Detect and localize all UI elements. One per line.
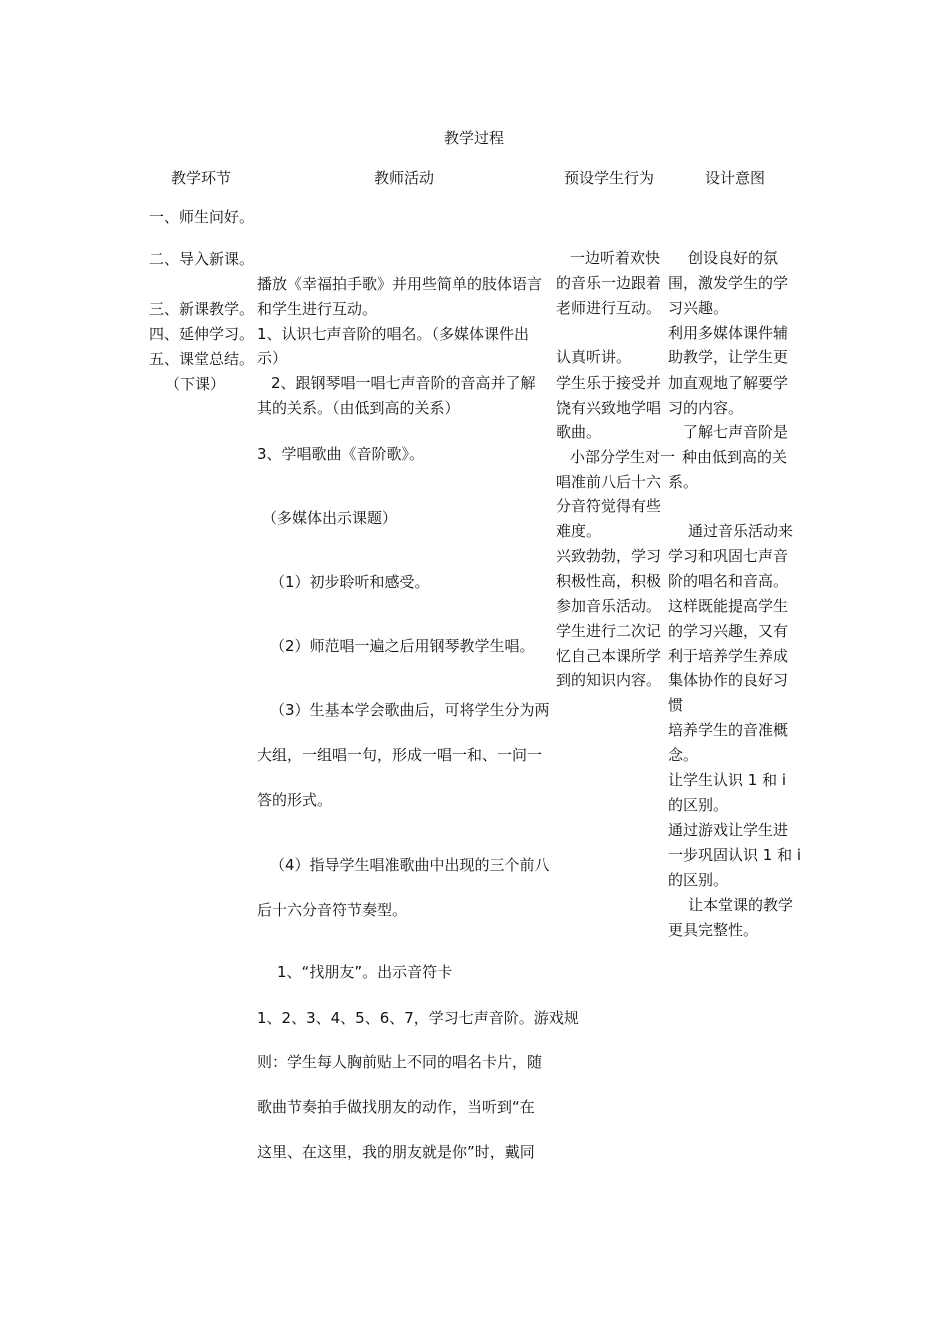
student-line: 学生乐于接受并 (556, 374, 662, 392)
intent-line: 了解七声音阶是 (683, 423, 789, 441)
intent-line: 的区别。 (668, 871, 729, 889)
intent-line: 学习和巩固七声音 (668, 547, 789, 565)
teacher-line: （1）初步聆听和感受。 (270, 573, 430, 591)
student-line: 到的知识内容。 (556, 671, 662, 689)
student-line: 认真听讲。 (556, 348, 632, 366)
intent-line: 习的内容。 (668, 399, 744, 417)
intent-line: 系。 (668, 473, 699, 491)
stage-item: 五、课堂总结。 (149, 350, 255, 368)
intent-line: 更具完整性。 (668, 921, 759, 939)
intent-line: 的区别。 (668, 796, 729, 814)
student-line: 老师进行互动。 (556, 299, 662, 317)
intent-line: 一步巩固认识 1 和 i (668, 846, 802, 864)
teacher-line: 后十六分音符节奏型。 (257, 901, 408, 919)
intent-line: 利用多媒体课件辅 (668, 324, 789, 342)
intent-line: 利于培养学生养成 (668, 647, 789, 665)
header-teacher: 教师活动 (374, 169, 435, 187)
teacher-line: 这里、在这里，我的朋友就是你”时，戴同 (257, 1143, 535, 1161)
stage-item: 二、导入新课。 (149, 250, 255, 268)
intent-line: 围，激发学生的学 (668, 274, 789, 292)
intent-line: 集体协作的良好习 (668, 671, 789, 689)
intent-line: 的学习兴趣，又有 (668, 622, 789, 640)
student-line: 的音乐一边跟着 (556, 274, 662, 292)
student-line: 兴致勃勃，学习 (556, 547, 662, 565)
stage-item: （下课） (165, 375, 226, 393)
teacher-line: （2）师范唱一遍之后用钢琴教学生唱。 (270, 637, 535, 655)
header-student: 预设学生行为 (564, 169, 655, 187)
intent-line: 培养学生的音准概 (668, 721, 789, 739)
intent-line: 让学生认识 1 和 i (668, 771, 787, 789)
header-intent: 设计意图 (705, 169, 766, 187)
intent-line: 阶的唱名和音高。 (668, 572, 789, 590)
student-line: 忆自己本课所学 (556, 647, 662, 665)
student-line: 积极性高，积极 (556, 572, 662, 590)
teacher-line: （4）指导学生唱准歌曲中出现的三个前八 (270, 856, 550, 874)
student-line: 饶有兴致地学唱 (556, 399, 662, 417)
intent-line: 通过游戏让学生进 (668, 821, 789, 839)
teacher-line: 1、认识七声音阶的唱名。（多媒体课件出 (257, 325, 530, 343)
intent-line: 让本堂课的教学 (688, 896, 794, 914)
page-title: 教学过程 (444, 129, 505, 147)
intent-line: 助教学，让学生更 (668, 348, 789, 366)
student-line: 难度。 (556, 522, 602, 540)
stage-item: 三、新课教学。 (149, 300, 255, 318)
header-stage: 教学环节 (171, 169, 232, 187)
teacher-line: （3）生基本学会歌曲后，可将学生分为两 (270, 701, 550, 719)
student-line: 一边听着欢快 (570, 249, 661, 267)
teacher-line: 1、2、3、4、5、6、7，学习七声音阶。游戏规 (257, 1009, 579, 1027)
intent-line: 通过音乐活动来 (688, 522, 794, 540)
teacher-line: （多媒体出示课题） (262, 509, 398, 527)
teacher-line: 示） (257, 349, 288, 367)
student-line: 学生进行二次记 (556, 622, 662, 640)
intent-line: 这样既能提高学生 (668, 597, 789, 615)
intent-line: 创设良好的氛 (688, 249, 779, 267)
intent-line: 种由低到高的关 (682, 448, 788, 466)
intent-line: 加直观地了解要学 (668, 374, 789, 392)
intent-line: 惯 (668, 696, 684, 714)
teacher-line: 则：学生每人胸前贴上不同的唱名卡片，随 (257, 1053, 543, 1071)
teacher-line: 答的形式。 (257, 791, 333, 809)
teacher-line: 大组，一组唱一句，形成一唱一和、一问一 (257, 746, 543, 764)
teacher-line: 3、学唱歌曲《音阶歌》。 (257, 445, 425, 463)
intent-line: 习兴趣。 (668, 299, 729, 317)
student-line: 小部分学生对一 (570, 448, 676, 466)
stage-item: 一、师生问好。 (149, 208, 255, 226)
student-line: 分音符觉得有些 (556, 497, 662, 515)
student-line: 歌曲。 (556, 423, 602, 441)
teacher-line: 1、“找朋友”。出示音符卡 (277, 963, 453, 981)
teacher-line: 和学生进行互动。 (257, 300, 378, 318)
teacher-line: 歌曲节奏拍手做找朋友的动作，当听到“在 (257, 1098, 535, 1116)
student-line: 参加音乐活动。 (556, 597, 662, 615)
intent-line: 念。 (668, 746, 699, 764)
teacher-line: 2、跟钢琴唱一唱七声音阶的音高并了解 (271, 374, 536, 392)
stage-item: 四、延伸学习。 (149, 325, 255, 343)
teacher-line: 播放《幸福拍手歌》并用些简单的肢体语言 (257, 275, 543, 293)
student-line: 唱准前八后十六 (556, 473, 662, 491)
teacher-line: 其的关系。（由低到高的关系） (257, 399, 460, 417)
